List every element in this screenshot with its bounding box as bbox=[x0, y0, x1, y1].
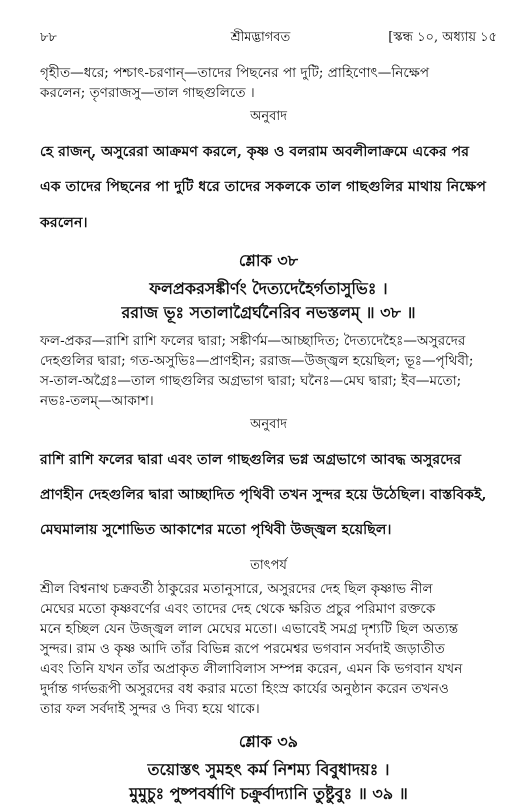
wfw-line: দেহগুলির দ্বারা; গত-অসুভিঃ—প্রাণহীন; ররাজ—উজ্জ্বল হয়েছিল; ভূঃ—পৃথিবী; bbox=[40, 352, 474, 369]
wfw-line: নভঃ-তলম্—আকাশ। bbox=[40, 392, 154, 409]
book-title: শ্রীমদ্ভাগবত bbox=[230, 30, 291, 45]
intro-line: করলেন; তৃণরাজসু—তাল গাছগুলিতে । bbox=[40, 85, 255, 101]
purport-line: শ্রীল বিশ্বনাথ চক্রবর্তী ঠাকুরের মতানুসারে, অসুরদের দেহ ছিল কৃষ্ণাভ নীল bbox=[40, 580, 433, 597]
purport-line: দুর্দান্ত গর্দভরূপী অসুরদের বধ করার মতো হিংস্র কার্যের অনুষ্ঠান করেন তখনও bbox=[40, 680, 449, 697]
purport-line: মেঘের মতো কৃষ্ণবর্ণের এবং তাদের দেহ থেকে ক্ষরিত প্রচুর পরিমাণ রক্তকে bbox=[40, 600, 436, 617]
wfw-line: ফল-প্রকর—রাশি রাশি ফলের দ্বারা; সঙ্কীর্ণম—আচ্ছাদিত; দৈত্যদেহৈঃ—অসুরদের bbox=[40, 332, 466, 349]
translation-line: মেঘমালায় সুশোভিত আকাশের মতো পৃথিবী উজ্জ্বল হয়েছিল। bbox=[40, 522, 392, 539]
verse-38-line: ফলপ্রকরসঙ্কীর্ণং দৈত্যদেহৈর্গতাসুভিঃ । bbox=[149, 278, 388, 298]
purport-line: এবং তিনি যখন তাঁর অপ্রাকৃত লীলাবিলাস সম্পন্ন করেন, এমন কি ভগবান যখন bbox=[40, 660, 463, 677]
purport-line: মনে হচ্ছিল যেন উজ্জ্বল লাল মেঘের মতো। এভাবেই সমগ্র দৃশ্যটি ছিল অত্যন্ত bbox=[40, 620, 459, 637]
translation-paragraph-1 bbox=[40, 142, 497, 233]
translation-paragraph-2 bbox=[40, 450, 497, 541]
translation-heading-1: অনুবাদ bbox=[250, 109, 287, 124]
page-header bbox=[40, 28, 497, 49]
purport-heading: তাৎপর্য bbox=[250, 557, 287, 573]
intro-paragraph bbox=[40, 63, 497, 103]
intro-line: গৃহীত—ধরে; পশ্চাৎ-চরণান্—তাদের পিছনের পা দুটি; প্রাহিণোৎ—নিক্ষেপ bbox=[40, 65, 430, 81]
verse-39-line: মুমুচুঃ পুষ্পবর্ষাণি চক্রুর্বাদ্যানি তুষ্টুবুঃ ॥ ৩৯ ॥ bbox=[129, 783, 408, 803]
wfw-line: স-তাল-অগ্রৈঃ—তাল গাছগুলির অগ্রভাগ দ্বারা; ঘনৈঃ—মেঘ দ্বারা; ইব—মতো; bbox=[40, 372, 462, 389]
translation-line: হে রাজন্, অসুরেরা আক্রমণ করলে, কৃষ্ণ ও বলরাম অবলীলাক্রমে একের পর bbox=[40, 144, 470, 161]
verse-39-line: তয়োস্তৎ সুমহৎ কর্ম নিশম্য বিবুধাদয়ঃ । bbox=[147, 759, 390, 779]
translation-line: প্রাণহীন দেহগুলির দ্বারা আচ্ছাদিত পৃথিবী তখন সুন্দর হয়ে উঠেছিল। বাস্তবিকই, bbox=[40, 487, 487, 504]
verse-38-title: শ্লোক ৩৮ bbox=[238, 250, 299, 270]
word-for-word-38 bbox=[40, 331, 497, 411]
verse-38-line: ররাজ ভূঃ সতালাগ্রৈর্ঘনৈরিব নভস্তলম্ ॥ ৩৮ ॥ bbox=[121, 302, 416, 322]
page-number: ৮৮ bbox=[40, 30, 57, 45]
translation-line: এক তাদের পিছনের পা দুটি ধরে তাদের সকলকে তাল গাছগুলির মাথায় নিক্ষেপ bbox=[40, 179, 487, 196]
purport-line: সুন্দর। রাম ও কৃষ্ণ আদি তাঁর বিভিন্ন রূপে পরমেশ্বর ভগবান সর্বদাই জড়াতীত bbox=[40, 640, 445, 657]
verse-39-title: শ্লোক ৩৯ bbox=[238, 731, 299, 751]
translation-line: করলেন। bbox=[40, 214, 88, 231]
translation-heading-2: অনুবাদ bbox=[250, 416, 287, 432]
translation-line: রাশি রাশি ফলের দ্বারা এবং তাল গাছগুলির ভগ্ন অগ্রভাগে আবদ্ধ অসুরদের bbox=[40, 451, 462, 468]
purport-line: তার ফল সর্বদাই সুন্দর ও দিব্য হয়ে থাকে। bbox=[40, 700, 260, 717]
chapter-reference: [স্কন্ধ ১০, অধ্যায় ১৫ bbox=[388, 30, 497, 45]
purport-paragraph bbox=[40, 579, 497, 719]
